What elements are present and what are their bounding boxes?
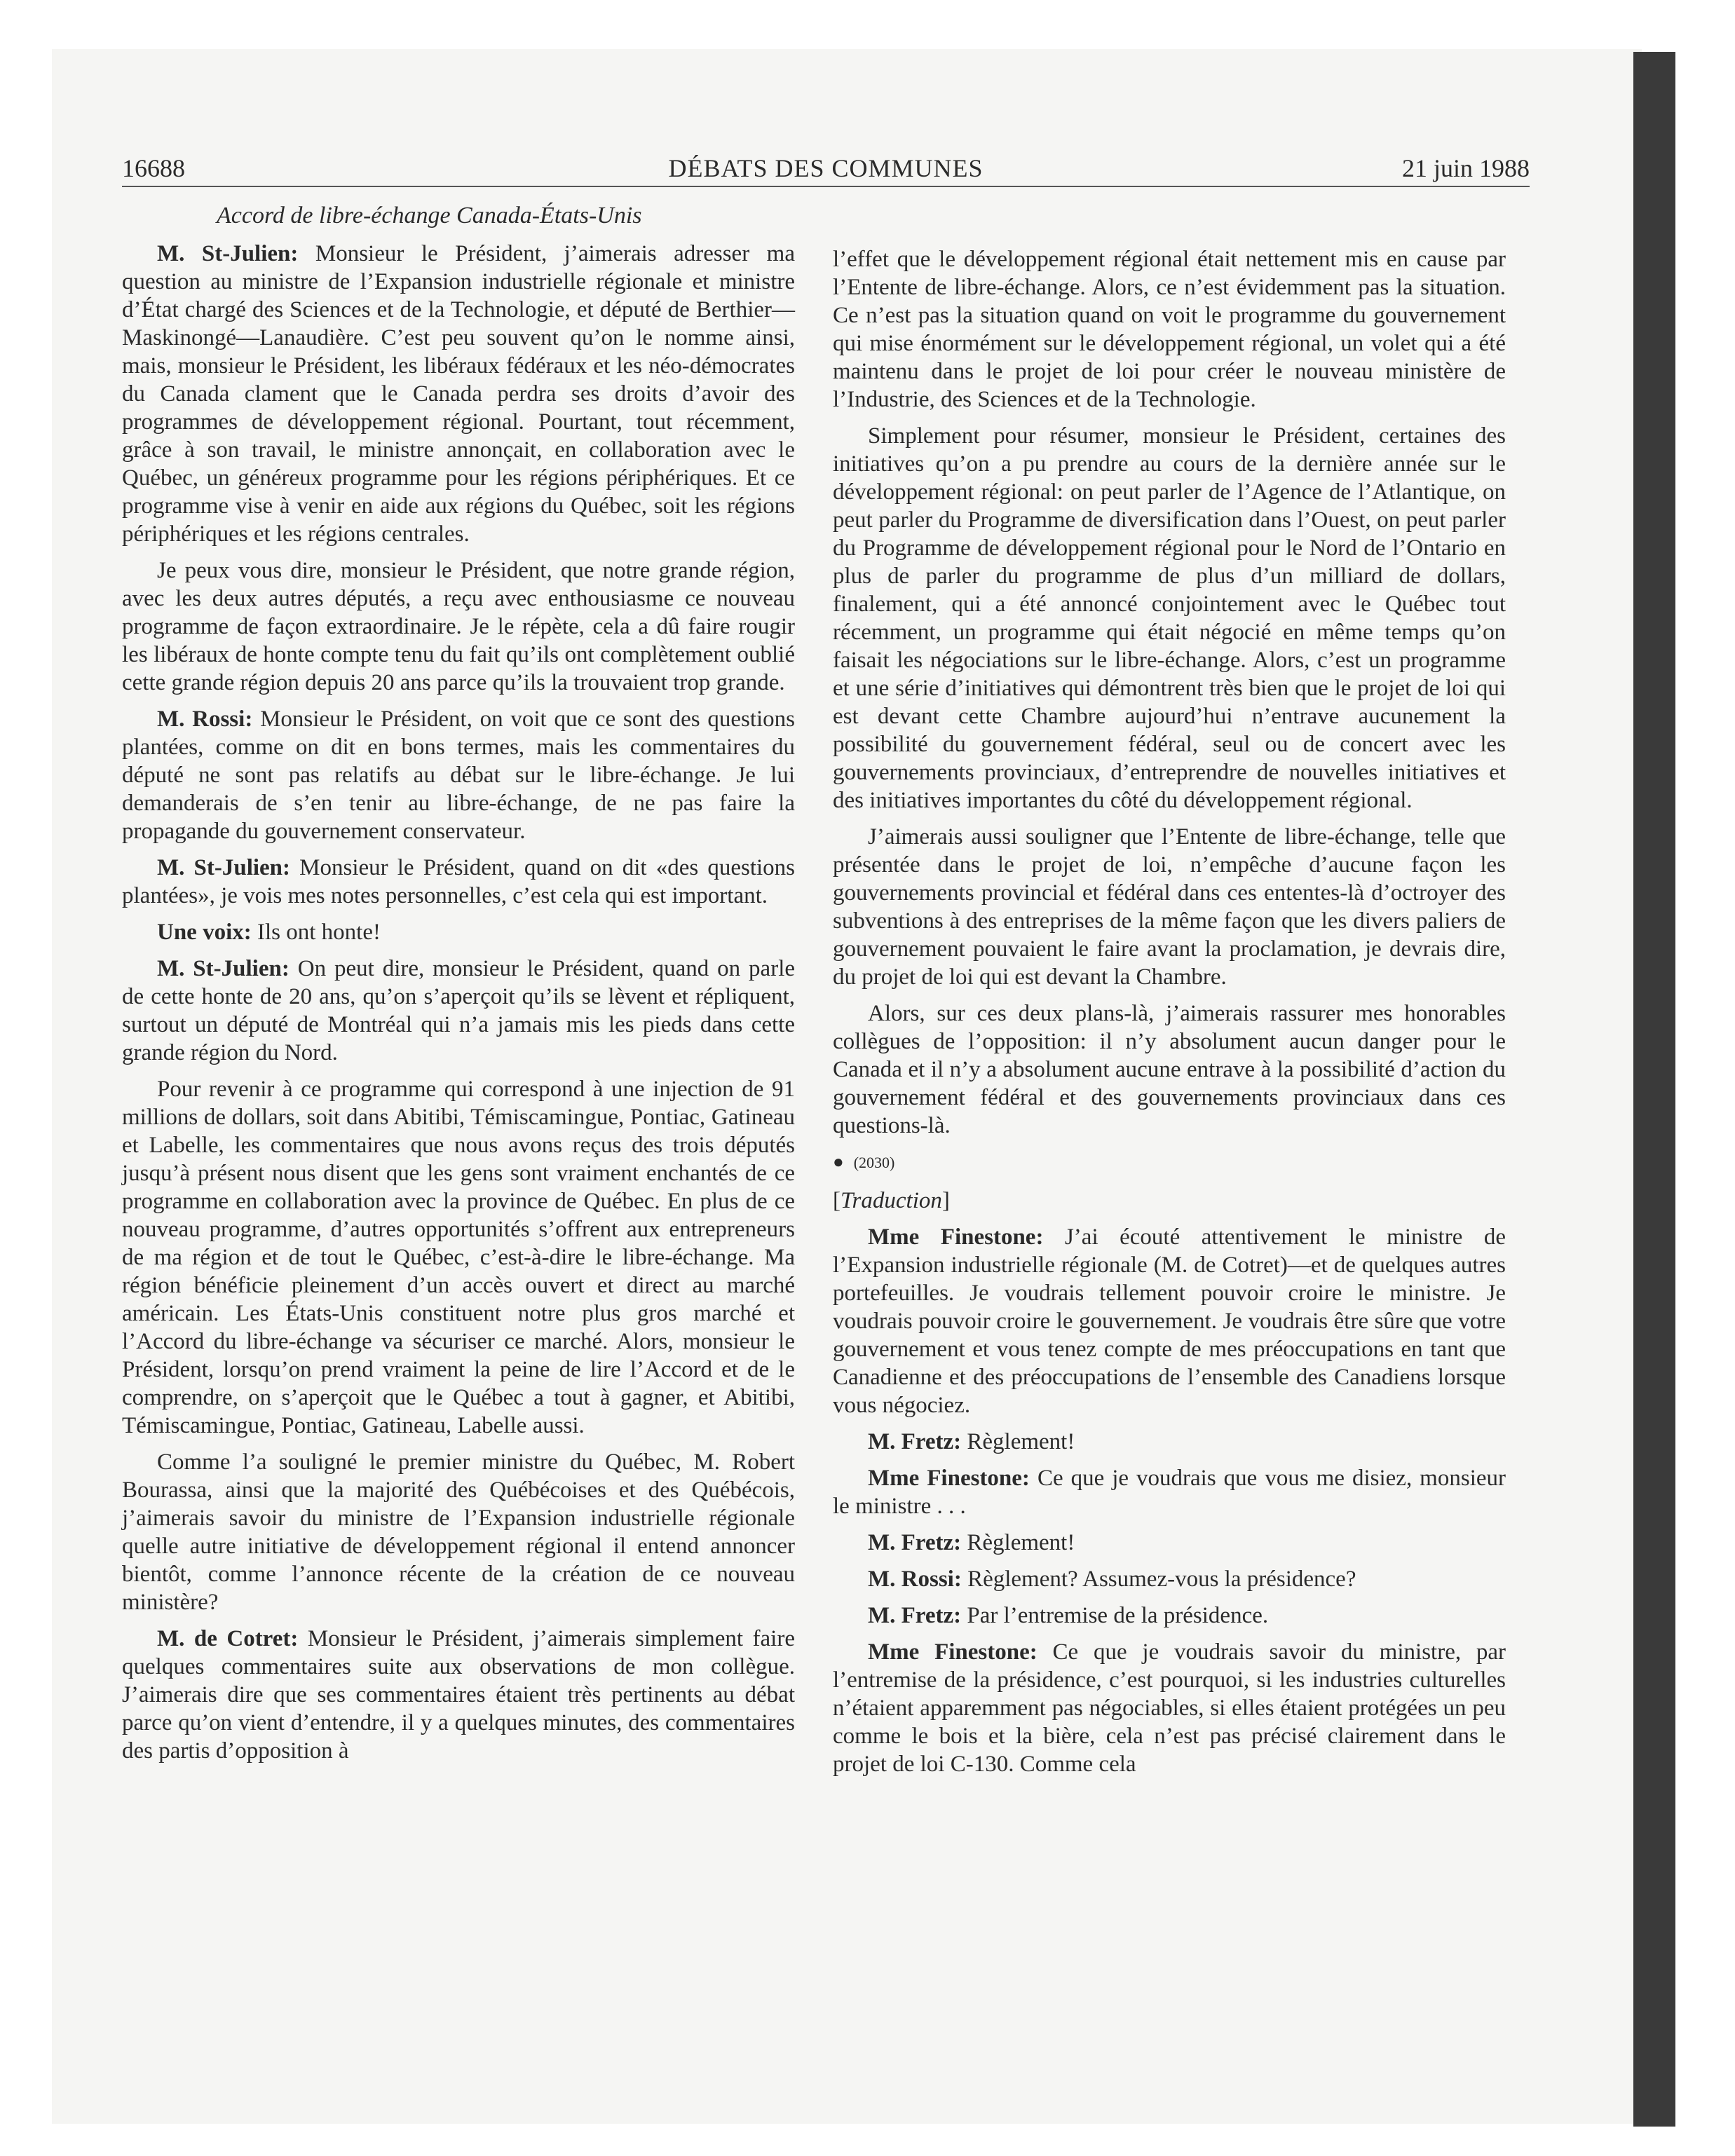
- paragraph-text: On peut dire, monsieur le Président, quand on parle de cette honte de 20 ans, qu’on s’aperçoit qu’ils se lèvent et répliquent, surtout un député de Montréal qui n’a jamais mis les pieds dans cette grande région du Nord.: [122, 956, 796, 1065]
- paragraph-text: Monsieur le Président, j’aimerais adresser ma question au ministre de l’Expansion industrielle régionale et ministre d’État chargé des Sciences et de la Technologie, et député de Berthier—Maskinongé—Lanaudière. C’est peu souvent qu’on le nomme ainsi, mais, monsieur le Président, les libéraux fédéraux et les néo-démocrates du Canada clament que le Canada perdra ses droits d’avoir des programmes de développement régional. Pourtant, tout récemment, grâce à son travail, le ministre annonçait, en collaboration avec le Québec, un généreux programme pour les régions périphériques. Et ce programme vise à venir en aide aux régions du Québec, soit les régions périphériques et les régions centrales.: [122, 241, 795, 547]
- running-title: DÉBATS DES COMMUNES: [668, 154, 984, 182]
- speaker-name: Une voix:: [157, 920, 252, 945]
- paragraph-text: Pour revenir à ce programme qui correspond à une injection de 91 millions de dollars, soit dans Abitibi, Témiscamingue, Pontiac, Gatineau et Labelle, les commentaires que nous avons reçus des trois députés jusqu’à présent nous disent que les gens sont vraiment enchantés de ce programme en collaboration avec la province de Québec. En plus de ce nouveau programme, d’autres opportunités s’offrent aux entrepreneurs de ma région et de tout le Québec, c’est-à-dire le libre-échange. Ma région bénéficie pleinement d’un accès ouvert et direct au marché américain. Les États-Unis constituent notre plus gros marché et l’Accord du libre-échange va sécuriser ce marché. Alors, monsieur le Président, lorsqu’on prend vraiment la peine de lire l’Accord et de le comprendre, on s’aperçoit que le Québec a tout à gagner, et Abitibi, Témiscamingue, Pontiac, Gatineau, Labelle aussi.: [122, 1077, 795, 1438]
- paragraph-text: Règlement!: [967, 1429, 1075, 1454]
- paragraph-text: Ce que je voudrais savoir du ministre, par l’entremise de la présidence, c’est pourquoi, si les industries culturelles n’étaient apparemment pas négociables, si elles étaient protégées un peu comme le bois et la bière, cela n’est pas précisé clairement dans le projet de loi C-130. Comme cela: [833, 1639, 1506, 1777]
- paragraph-text: Monsieur le Président, quand on dit «des questions plantées», je vois mes notes personnelles, c’est cela qui est important.: [122, 855, 795, 908]
- paragraph-text: Alors, sur ces deux plans-là, j’aimerais rassurer mes honorables collègues de l’opposition: il n’y absolument aucun danger pour le Canada et il n’y a absolument aucune entrave à la possibilité d’action du gouvernement fédéral et des gouvernements provinciaux dans ces questions-là.: [833, 1001, 1506, 1138]
- bullet-dot-icon: ●: [833, 1152, 844, 1172]
- debate-paragraph: [833, 1428, 1506, 1456]
- debate-paragraph: [833, 1223, 1506, 1419]
- speaker-name: Mme Finestone:: [868, 1639, 1037, 1665]
- paragraph-text: Règlement!: [967, 1530, 1075, 1555]
- paragraph-text: Monsieur le Président, on voit que ce sont des questions plantées, comme on dit en bons termes, mais les commentaires du député ne sont pas relatifs au débat sur le libre-échange. Je lui demanderais de s’en tenir au libre-échange, de ne pas faire la propagande du gouvernement conservateur.: [122, 707, 796, 844]
- debate-paragraph: [833, 1565, 1506, 1593]
- right-column: [833, 245, 1506, 1787]
- debate-paragraph: [122, 918, 795, 946]
- speaker-name: Mme Finestone:: [868, 1224, 1044, 1250]
- left-column: [122, 202, 795, 1773]
- time-stamp: (2030): [853, 1154, 895, 1171]
- speaker-name: M. St-Julien:: [157, 855, 291, 880]
- debate-paragraph: [833, 1529, 1506, 1557]
- debate-paragraph: [122, 557, 795, 697]
- debate-paragraph: [122, 240, 795, 548]
- debate-paragraph: [122, 1625, 795, 1765]
- speaker-name: Mme Finestone:: [868, 1466, 1030, 1491]
- paragraph-text: Ils ont honte!: [257, 920, 381, 945]
- debate-paragraph: [122, 1075, 795, 1440]
- paragraph-text: Règlement? Assumez-vous la présidence?: [967, 1567, 1356, 1592]
- paragraph-text: Simplement pour résumer, monsieur le Président, certaines des initiatives qu’on a pu prendre au cours de la dernière année sur le développement régional: on peut parler de l’Agence de l’Atlantique, on peut parler du Programme de diversification dans l’Ouest, on peut parler du Programme de développement régional pour le Nord de l’Ontario en plus de parler du programme de plus d’un milliard de dollars, finalement, qui a été annoncé conjointement avec le Québec tout récemment, un programme qui était négocié en même temps qu’on faisait les négociations sur le libre-échange. Alors, c’est un programme et une série d’initiatives qui démontrent très bien que le projet de loi qui est devant cette Chambre aujourd’hui n’entrave aucunement la possibilité du gouvernement fédéral, seul ou de concert avec les gouvernements provinciaux, d’entreprendre de nouvelles initiatives et des initiatives importantes du côté du développement régional.: [833, 423, 1506, 813]
- debate-paragraph: [833, 1638, 1506, 1778]
- paragraph-text: Comme l’a souligné le premier ministre du Québec, M. Robert Bourassa, ainsi que la majorité des Québécoises et des Québécois, j’aimerais savoir du ministre de l’Expansion industrielle régionale quelle autre initiative de développement régional il entend annoncer bientôt, comme l’annonce récente de la création de ce nouveau ministère?: [122, 1449, 795, 1615]
- debate-paragraph: [833, 422, 1506, 814]
- paragraph-text: J’ai écouté attentivement le ministre de l’Expansion industrielle régionale (M. de Cotret)—et de quelques autres portefeuilles. Je voudrais tellement pouvoir croire le ministre. Je voudrais pouvoir croire le gouvernement. Je voudrais être sûre que votre gouvernement et vous tenez compte de mes préoccupations en tant que Canadienne et des préoccupations de l’ensemble des Canadiens lorsque vous négociez.: [833, 1224, 1506, 1418]
- speaker-name: M. St-Julien:: [157, 241, 299, 266]
- scan-edge-shadow: [1633, 52, 1675, 2127]
- paragraph-text: J’aimerais aussi souligner que l’Entente de libre-échange, telle que présentée dans le projet de loi, n’empêche d’aucune façon les gouvernements provincial et fédéral dans ces ententes-là d’octroyer des subventions à des entreprises de la même façon que les divers paliers de gouvernement pouvaient le faire avant la proclamation, je devrais dire, du projet de loi qui est devant la Chambre.: [833, 824, 1506, 990]
- translation-note: [Traduction]: [833, 1188, 950, 1213]
- debate-paragraph: [833, 1464, 1506, 1520]
- debate-paragraph: [122, 854, 795, 910]
- paragraph-text: Par l’entremise de la présidence.: [967, 1603, 1269, 1628]
- debate-paragraph: [122, 705, 795, 845]
- debate-paragraph: [833, 823, 1506, 991]
- paragraph-text: Ce que je voudrais que vous me disiez, monsieur le ministre . . .: [833, 1466, 1506, 1519]
- paragraph-text: Je peux vous dire, monsieur le Président, que notre grande région, avec les deux autres députés, a reçu avec enthousiasme ce nouveau programme de façon extraordinaire. Je le répète, cela a dû faire rougir les libéraux de honte compte tenu du fait qu’ils ont complètement oublié cette grande région depuis 20 ans parce qu’ils la trouvaient trop grande.: [122, 558, 795, 695]
- speaker-name: M. Fretz:: [868, 1429, 962, 1454]
- header-date: 21 juin 1988: [1401, 154, 1530, 182]
- speaker-name: M. Rossi:: [868, 1567, 962, 1592]
- section-title: Accord de libre-échange Canada-États-Unis: [217, 203, 642, 228]
- time-marker: [833, 1148, 1506, 1177]
- speaker-name: M. Fretz:: [868, 1530, 962, 1555]
- speaker-name: M. de Cotret:: [157, 1626, 299, 1651]
- speaker-name: M. Fretz:: [868, 1603, 962, 1628]
- debate-paragraph: [833, 1602, 1506, 1630]
- debate-paragraph: [833, 245, 1506, 414]
- debate-paragraph: [122, 955, 795, 1067]
- debate-paragraph: [122, 1448, 795, 1616]
- speaker-name: M. St-Julien:: [157, 956, 290, 981]
- running-header: [122, 151, 1530, 187]
- paragraph-text: Monsieur le Président, j’aimerais simplement faire quelques commentaires suite aux observations de mon collègue. J’aimerais dire que ses commentaires étaient très pertinents au débat parce qu’on vient d’entendre, il y a quelques minutes, des commentaires des partis d’opposition à: [122, 1626, 795, 1763]
- paragraph-text: l’effet que le développement régional était nettement mis en cause par l’Entente de libre-échange. Alors, ce n’est évidemment pas la situation. Ce n’est pas la situation quand on voit le programme du gouvernement qui mise énormément sur le développement régional, un volet qui a été maintenu dans le projet de loi pour créer le nouveau ministère de l’Industrie, des Sciences et de la Technologie.: [833, 247, 1506, 412]
- speaker-name: M. Rossi:: [157, 707, 253, 732]
- debate-paragraph: [833, 999, 1506, 1140]
- page-number: 16688: [122, 154, 185, 182]
